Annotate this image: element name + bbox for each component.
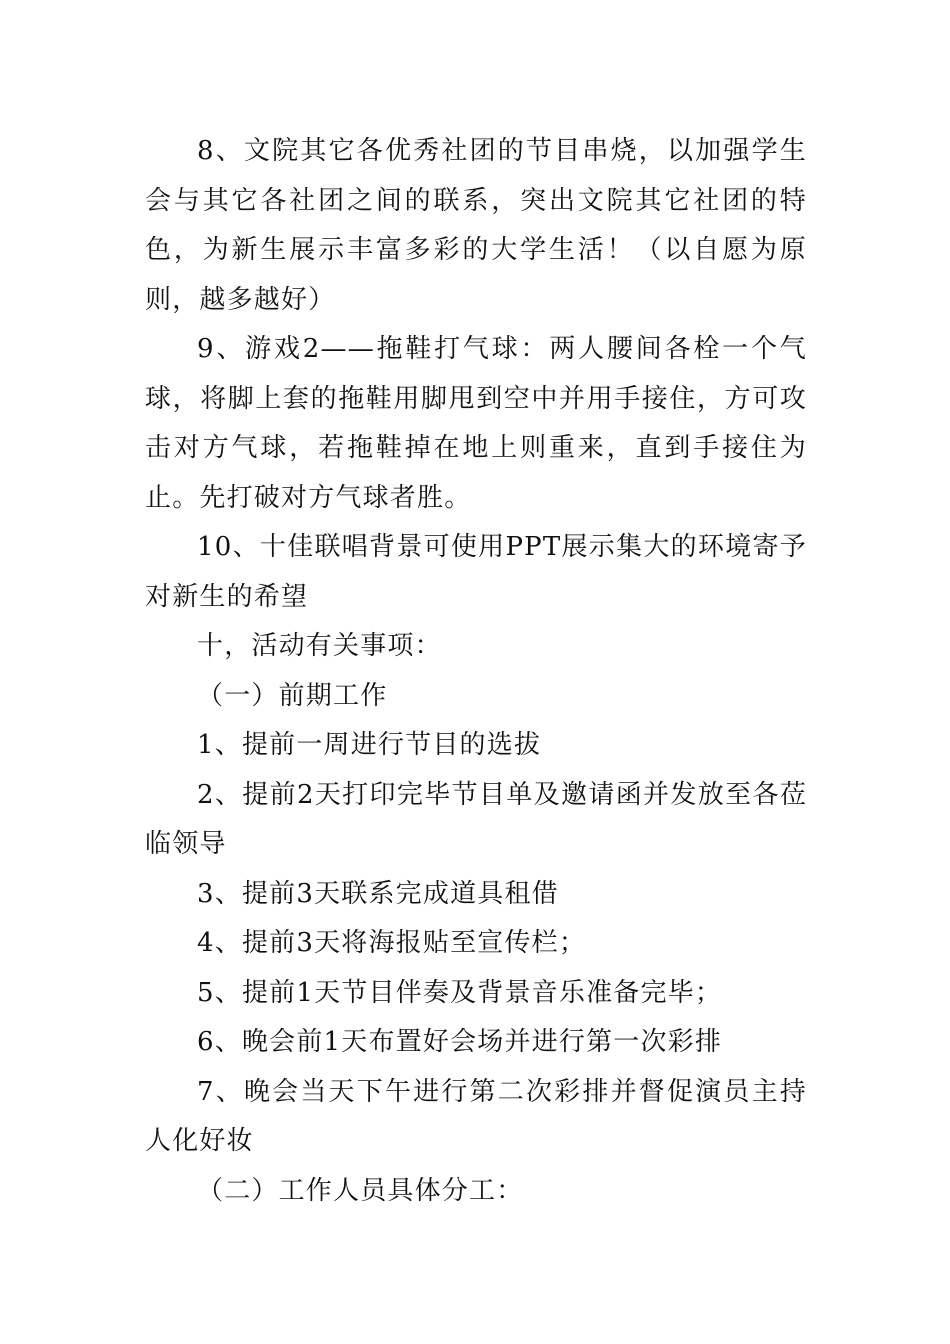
- list-item-2: 2、提前2天打印完毕节目单及邀请函并发放至各莅临领导: [145, 779, 807, 859]
- paragraph-item-10-ppt: 10、十佳联唱背景可使用PPT展示集大的环境寄予对新生的希望: [145, 532, 807, 612]
- subsection-heading-preparation: （一）前期工作: [197, 680, 388, 711]
- section-heading-activity-matters: 十，活动有关事项：: [197, 631, 442, 661]
- list-item-3: 3、提前3天联系完成道具租借: [197, 878, 559, 909]
- list-item-4: 4、提前3天将海报贴至宣传栏；: [197, 928, 587, 958]
- list-item-6: 6、晚会前1天布置好会场并进行第一次彩排: [197, 1027, 723, 1057]
- paragraph-game-2: 9、游戏2——拖鞋打气球：两人腰间各栓一个气球，将脚上套的拖鞋用脚甩到空中并用手接住，方可攻击对方气球，若拖鞋掉在地上则重来，直到手接住为止。先打破对方气球者胜。: [145, 334, 807, 513]
- document-body: [145, 127, 807, 1216]
- list-item-5: 5、提前1天节目伴奏及背景音乐准备完毕；: [197, 977, 723, 1008]
- list-item-1: 1、提前一周进行节目的选拔: [197, 730, 542, 760]
- subsection-heading-staff-roles: （二）工作人员具体分工：: [197, 1175, 524, 1206]
- list-item-7: 7、晚会当天下午进行第二次彩排并督促演员主持人化好妆: [145, 1076, 807, 1156]
- paragraph-item-8-medley: 8、文院其它各优秀社团的节目串烧，以加强学生会与其它各社团之间的联系，突出文院其它社团的特色，为新生展示丰富多彩的大学生活！（以自愿为原则，越多越好）: [145, 136, 807, 315]
